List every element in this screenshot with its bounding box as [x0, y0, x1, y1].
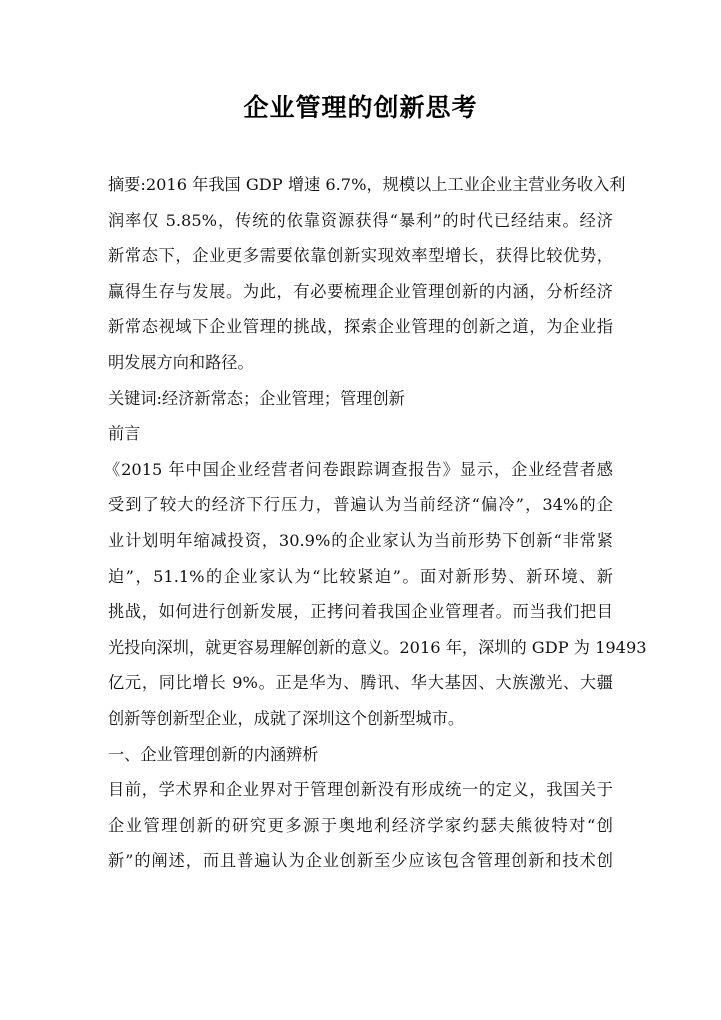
section1-line: 企业管理创新的研究更多源于奥地利经济学家约瑟夫熊彼特对“创 [108, 815, 613, 835]
preface-line: 《2015 年中国企业经营者问卷跟踪调查报告》显示，企业经营者感 [104, 459, 613, 479]
section1-line: 目前，学术界和企业界对于管理创新没有形成统一的定义，我国关于 [108, 780, 613, 800]
preface-line: 迫”，51.1%的企业家认为“比较紧迫”。面对新形势、新环境、新 [108, 566, 613, 586]
preface-line: 业计划明年缩减投资，30.9%的企业家认为当前形势下创新“非常紧 [108, 530, 613, 550]
preface-heading: 前言 [108, 424, 141, 444]
document-title: 企业管理的创新思考 [243, 93, 478, 122]
preface-paragraph [104, 452, 647, 737]
preface-line: 创新等创新型企业，成就了深圳这个创新型城市。 [108, 708, 465, 728]
abstract-line: 赢得生存与发展。为此，有必要梳理企业管理创新的内涵，分析经济 [108, 281, 613, 301]
keywords-line: 关键词:经济新常态；企业管理；管理创新 [108, 388, 405, 408]
section1-paragraph [108, 772, 613, 879]
section1-line: 新”的阐述，而且普遍认为企业创新至少应该包含管理创新和技术创 [108, 851, 613, 871]
abstract-line: 新常态视域下企业管理的挑战，探索企业管理的创新之道，为企业指 [108, 317, 613, 337]
preface-line: 光投向深圳，就更容易理解创新的意义。2016 年，深圳的 GDP 为 19493 [108, 637, 647, 657]
document-body [104, 167, 647, 879]
abstract-line: 摘要:2016 年我国 GDP 增速 6.7%，规模以上工业企业主营业务收入利 [108, 175, 626, 194]
preface-line: 亿元，同比增长 9%。正是华为、腾讯、华大基因、大族激光、大疆 [108, 673, 613, 693]
preface-line: 受到了较大的经济下行压力，普遍认为当前经济“偏冷”，34%的企 [108, 495, 613, 515]
abstract-line: 润率仅 5.85%，传统的依靠资源获得“暴利”的时代已经结束。经济 [108, 210, 613, 230]
abstract-line: 明发展方向和路径。 [108, 352, 254, 372]
abstract-line: 新常态下，企业更多需要依靠创新实现效率型增长，获得比较优势， [108, 246, 613, 266]
preface-line: 挑战，如何进行创新发展，正拷问着我国企业管理者。而当我们把目 [108, 602, 613, 622]
section-heading: 一、企业管理创新的内涵辨析 [108, 744, 319, 764]
abstract-paragraph [108, 167, 626, 381]
